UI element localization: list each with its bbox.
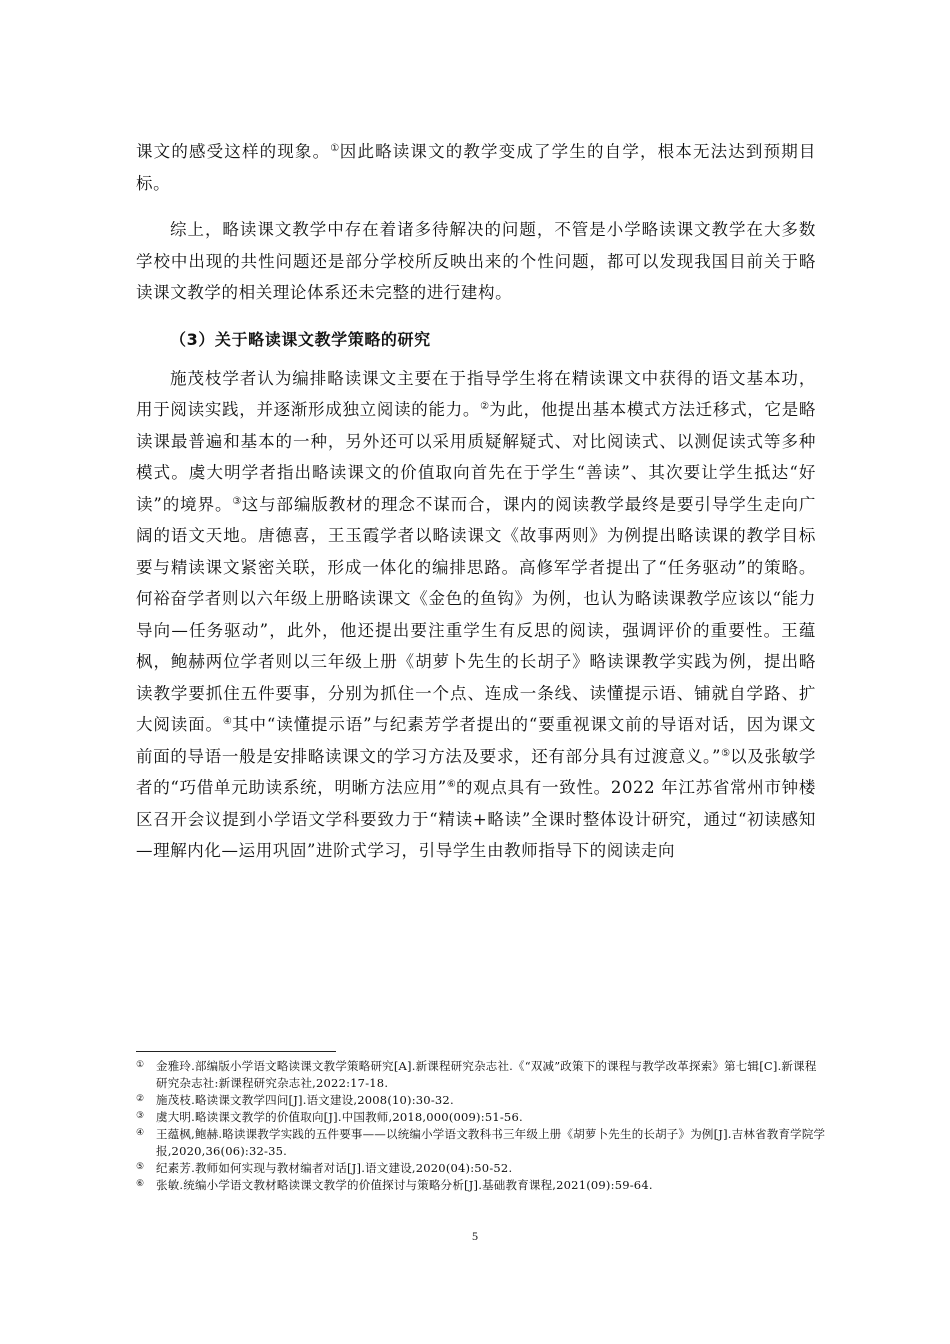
footnote-mark: ④ [136,1128,145,1138]
footnote-ref[interactable]: ⑥ [446,779,456,790]
footnote [136,1109,826,1126]
paragraph [136,363,816,867]
footnote-ref[interactable]: ① [330,143,340,154]
footnote-text: 施茂枝.略读课文教学四问[J].语文建设,2008(10):30-32. [156,1093,454,1107]
footnote [136,1160,826,1177]
footnote-text: 金雅玲.部编版小学语文略读课文教学策略研究[A].新课程研究杂志社.《“双减”政策下的课程与教学改革探索》第七辑[C].新课程研究杂志社:新课程研究杂志社,2022:17-18. [156,1059,817,1090]
page-number: 5 [472,1229,478,1243]
text-run: 其中“读懂提示语”与纪素芳学者提出的“要重视课文前的导语对话，因为课文前面的导语一般是安排略读课文的学习方法及要求，还有部分具有过渡意义。” [136,715,816,766]
text-run: 这与部编版教材的理念不谋而合，课内的阅读教学最终是要引导学生走向广阔的语文天地。唐德喜，王玉霞学者以略读课文《故事两则》为例提出略读课的教学目标要与精读课文紧密关联，形成一体化的编排思路。高修军学者提出了“任务驱动”的策略。何裕奋学者则以六年级上册略读课文《金色的鱼钩》为例，也认为略读课教学应该以“能力导向—任务驱动”，此外，他还提出要注重学生有反思的阅读，强调评价的重要性。王蕴枫，鲍赫两位学者则以三年级上册《胡萝卜先生的长胡子》略读课教学实践为例，提出略读教学要抓住五件要事，分别为抓住一个点、连成一条线、读懂提示语、铺就自学路、扩大阅读面。 [136,494,816,734]
footnote [136,1126,826,1160]
text-run: 以及张敏学者的“巧借单元助读系统，明晰方法应用” [136,746,817,797]
footnote-mark: ② [136,1094,145,1104]
footnote-divider [136,1051,336,1052]
footnote [136,1058,826,1092]
footnote-text: 纪素芳.教师如何实现与教材编者对话[J].语文建设,2020(04):50-52. [156,1161,513,1175]
paragraph [136,214,816,309]
text-run: 为此，他提出基本模式方法迁移式，它是略读课最普遍和基本的一种，另外还可以采用质疑解疑式、对比阅读式、以测促读式等多种模式。虞大明学者指出略读课文的价值取向首先在于学生“善读”、其次要让学生抵达“好读”的境界。 [136,400,817,514]
paragraph [136,136,816,199]
footnote-mark: ⑤ [136,1162,145,1172]
footnote-mark: ① [136,1060,145,1070]
footnote-ref[interactable]: ⑤ [721,747,731,759]
footnote-ref[interactable]: ④ [222,716,233,727]
text-run: 综上，略读课文教学中存在着诸多待解决的问题，不管是小学略读课文教学在大多数学校中出现的共性问题还是部分学校所反映出来的个性问题，都可以发现我国目前关于略读课文教学的相关理论体系还未完整的进行建构。 [136,220,816,302]
footnote-text: 王蕴枫,鲍赫.略读课教学实践的五件要事——以统编小学语文教科书三年级上册《胡萝卜先生的长胡子》为例[J].吉林省教育学院学报,2020,36(06):32-35. [156,1127,826,1158]
footnote [136,1177,826,1194]
text-run: 的观点具有一致性。2022 年江苏省常州市钟楼区召开会议提到小学语文学科要致力于“精读+略读”全课时整体设计研究，通过“初读感知—理解内化—运用巩固”进阶式学习，引导学生由教师指导下的阅读走向 [136,778,816,860]
footnote-text: 张敏.统编小学语文教材略读课文教学的价值探讨与策略分析[J].基础教育课程,2021(09):59-64. [156,1178,653,1192]
footnote-mark: ⑥ [136,1179,145,1189]
footnote-ref[interactable]: ② [480,401,490,412]
footnote [136,1092,826,1109]
footnote-ref[interactable]: ③ [232,495,242,507]
text-run: 因此略读课文的教学变成了学生的自学，根本无法达到预期目标。 [136,142,816,193]
section-heading: （3）关于略读课文教学策略的研究 [170,329,431,349]
footnote-text: 虞大明.略读课文教学的价值取向[J].中国教师,2018,000(009):51-56. [156,1110,523,1124]
footnotes [136,1058,826,1194]
footnote-mark: ③ [136,1111,145,1121]
text-run: 施茂枝学者认为编排略读课文主要在于指导学生将在精读课文中获得的语文基本功，用于阅读实践，并逐渐形成独立阅读的能力。 [136,368,816,419]
text-run: 课文的感受这样的现象。 [136,142,331,161]
body-text [136,136,816,867]
